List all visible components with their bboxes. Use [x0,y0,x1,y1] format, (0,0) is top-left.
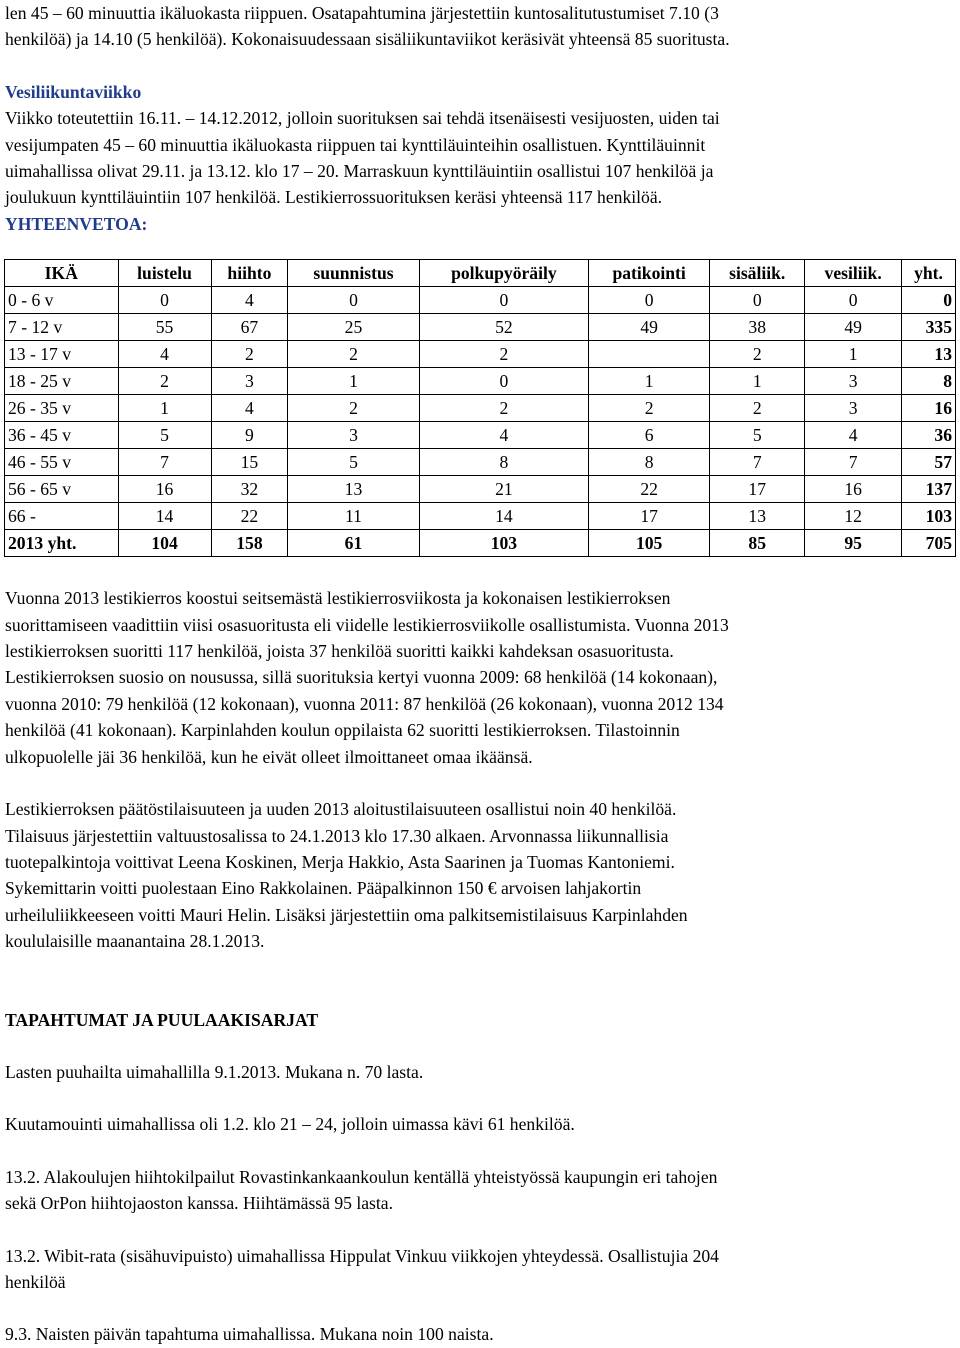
age-cell: 18 - 25 v [5,368,119,395]
spacer [5,1295,951,1321]
table-row [5,476,956,503]
table-cell: 17 [710,476,805,503]
spacer [5,1138,951,1164]
statistics-table [4,259,956,557]
column-header: polkupyöräily [419,260,589,287]
table-cell: 12 [805,503,902,530]
event-item: 13.2. Wibit-rata (sisähuvipuisto) uimahallissa Hippulat Vinkuu viikkojen yhteydessä. Osallistujia 204 [5,1245,719,1266]
spacer [5,955,951,1007]
table-cell: 1 [589,368,710,395]
table-cell: 5 [710,422,805,449]
age-cell: 46 - 55 v [5,449,119,476]
paragraph-line: tuotepalkintoja voittivat Leena Koskinen, Merja Hakkio, Asta Saarinen ja Tuomas Kantoniemi. [5,851,675,872]
table-cell: 1 [710,368,805,395]
table-row [5,287,956,314]
table-cell: 0 [589,287,710,314]
table-cell: 5 [118,422,211,449]
section-heading-tapahtumat: TAPAHTUMAT JA PUULAAKISARJAT [5,1009,319,1030]
table-cell: 14 [118,503,211,530]
table-cell: 2 [118,368,211,395]
table-cell: 57 [901,449,955,476]
event-item: Kuutamouinti uimahallissa oli 1.2. klo 21 – 24, jolloin uimassa kävi 61 henkilöä. [5,1114,575,1135]
table-cell: 137 [901,476,955,503]
paragraph-line: Lestikierroksen suosio on nousussa, sillä suorituksia kertyi vuonna 2009: 68 henkilöä (14 kokonaan), [5,667,718,688]
paragraph-line: vuonna 2010: 79 henkilöä (12 kokonaan), vuonna 2011: 87 henkilöä (26 kokonaan), vuonna 2012 134 [5,693,724,714]
table-cell: 0 [419,368,589,395]
column-header: luistelu [118,260,211,287]
event-item: 13.2. Alakoulujen hiihtokilpailut Rovastinkankaankoulun kentällä yhteistyössä kaupungin eri tahojen [5,1166,718,1187]
event-item: henkilöä [5,1271,66,1292]
table-row [5,449,956,476]
table-cell: 52 [419,314,589,341]
table-cell: 13 [288,476,419,503]
table-cell: 2 [589,395,710,422]
age-cell: 7 - 12 v [5,314,119,341]
table-cell: 16 [118,476,211,503]
age-cell: 13 - 17 v [5,341,119,368]
table-cell: 8 [419,449,589,476]
table-cell: 4 [118,341,211,368]
table-cell: 3 [805,368,902,395]
table-cell: 1 [288,368,419,395]
paragraph-line: ulkopuolelle jäi 36 henkilöä, kun he eivät olleet ilmoittaneet omaa ikäänsä. [5,746,533,767]
spacer [5,1085,951,1111]
table-cell: 103 [901,503,955,530]
table-cell: 3 [805,395,902,422]
table-cell: 104 [118,530,211,557]
paragraph-line: suorittamiseen vaadittiin viisi osasuoritusta eli viidelle lestikierrosviikolle osallistumista. Vuonna 2013 [5,614,729,635]
table-cell: 8 [589,449,710,476]
table-cell: 85 [710,530,805,557]
table-cell: 36 [901,422,955,449]
table-cell: 38 [710,314,805,341]
table-cell: 55 [118,314,211,341]
table-cell: 95 [805,530,902,557]
table-cell: 103 [419,530,589,557]
table-cell: 4 [805,422,902,449]
event-item: sekä OrPon hiihtojaoston kanssa. Hiihtämässä 95 lasta. [5,1193,393,1214]
section-heading-vesiliikunta: Vesiliikuntaviikko [5,81,142,102]
column-header: patikointi [589,260,710,287]
table-cell: 4 [211,395,288,422]
table-cell: 16 [901,395,955,422]
table-cell: 105 [589,530,710,557]
age-cell: 36 - 45 v [5,422,119,449]
table-cell: 4 [419,422,589,449]
table-cell: 16 [805,476,902,503]
table-header-row [5,260,956,287]
column-header: vesiliik. [805,260,902,287]
table-cell [589,341,710,368]
table-row [5,395,956,422]
table-cell: 7 [710,449,805,476]
paragraph-line: uimahallissa olivat 29.11. ja 13.12. klo 17 – 20. Marraskuun kynttiläuintiin osallistui 107 henkilöä ja [5,161,714,182]
paragraph-line: Viikko toteutettiin 16.11. – 14.12.2012, jolloin suorituksen sai tehdä itsenäisesti vesijuosten, uiden tai [5,108,720,129]
table-cell: 1 [118,395,211,422]
table-cell: 1 [805,341,902,368]
table-cell: 17 [589,503,710,530]
column-header: hiihto [211,260,288,287]
table-row [5,422,956,449]
table-cell: 61 [288,530,419,557]
table-cell: 22 [589,476,710,503]
table-cell: 14 [419,503,589,530]
table-cell: 2 [288,341,419,368]
paragraph-line: Vuonna 2013 lestikierros koostui seitsemästä lestikierrosviikosta ja kokonaisen lestikierroksen [5,588,671,609]
table-cell: 2 [211,341,288,368]
table-cell: 4 [211,287,288,314]
table-row [5,341,956,368]
table-body [5,287,956,557]
paragraph-line: vesijumpaten 45 – 60 minuuttia ikäluokasta riippuen tai kynttiläuinteihin osallistuen. Kynttiläuinnit [5,134,706,155]
table-cell: 22 [211,503,288,530]
table-cell: 5 [288,449,419,476]
table-cell: 158 [211,530,288,557]
table-cell: 9 [211,422,288,449]
table-cell: 2 [710,395,805,422]
intro-line: henkilöä) ja 14.10 (5 henkilöä). Kokonaisuudessaan sisäliikuntaviikot keräsivät yhteensä 85 suoritusta. [5,29,730,50]
column-header: IKÄ [5,260,119,287]
paragraph-line: koululaisille maanantaina 28.1.2013. [5,931,265,952]
table-cell: 0 [288,287,419,314]
age-cell: 56 - 65 v [5,476,119,503]
intro-line: len 45 – 60 minuuttia ikäluokasta riippuen. Osatapahtumina järjestettiin kuntosalitutustumiset 7.10 (3 [5,3,719,23]
age-cell: 66 - [5,503,119,530]
table-cell: 0 [710,287,805,314]
paragraph-line: Sykemittarin voitti puolestaan Eino Rakkolainen. Pääpalkinnon 150 € arvoisen lahjakortin [5,878,642,899]
table-cell: 11 [288,503,419,530]
table-row [5,314,956,341]
table-cell: 705 [901,530,955,557]
summary-heading: YHTEENVETOA: [5,213,148,234]
table-cell: 6 [589,422,710,449]
table-cell: 0 [805,287,902,314]
table-cell: 7 [805,449,902,476]
table-cell: 2 [288,395,419,422]
spacer [5,557,951,585]
age-cell: 0 - 6 v [5,287,119,314]
spacer [5,237,951,259]
column-header: sisäliik. [710,260,805,287]
spacer [5,1217,951,1243]
table-row [5,503,956,530]
spacer [5,1033,951,1059]
table-cell: 67 [211,314,288,341]
table-cell: 2 [419,395,589,422]
paragraph-line: Lestikierroksen päätöstilaisuuteen ja uuden 2013 aloitustilaisuuteen osallistui noin 40 henkilöä. [5,799,677,820]
paragraph-line: Tilaisuus järjestettiin valtuustosalissa to 24.1.2013 klo 17.30 alkaen. Arvonnassa liikunnallisia [5,825,669,846]
table-cell: 49 [589,314,710,341]
table-cell: 13 [710,503,805,530]
event-item: 9.3. Naisten päivän tapahtuma uimahallissa. Mukana noin 100 naista. [5,1324,494,1345]
table-cell: 0 [419,287,589,314]
table-cell: 335 [901,314,955,341]
paragraph-line: joulukuun kynttiläuintiin 107 henkilöä. Lestikierrossuorituksen keräsi yhteensä 117 henkilöä. [5,187,663,208]
table-cell: 3 [211,368,288,395]
spacer [5,53,951,79]
column-header: yht. [901,260,955,287]
table-cell: 2 [710,341,805,368]
table-cell: 13 [901,341,955,368]
age-cell: 2013 yht. [5,530,119,557]
table-row [5,530,956,557]
paragraph-line: urheiluliikkeeseen voitti Mauri Helin. Lisäksi järjestettiin oma palkitsemistilaisuus Karpinlahden [5,904,688,925]
event-item: Lasten puuhailta uimahallilla 9.1.2013. Mukana n. 70 lasta. [5,1061,424,1082]
table-cell: 3 [288,422,419,449]
table-cell: 2 [419,341,589,368]
table-cell: 0 [901,287,955,314]
table-cell: 15 [211,449,288,476]
table-cell: 0 [118,287,211,314]
table-cell: 21 [419,476,589,503]
table-cell: 7 [118,449,211,476]
paragraph-line: lestikierroksen suoritti 117 henkilöä, joista 37 henkilöä suoritti kaikki kahdeksan osasuoritusta. [5,641,674,662]
table-cell: 8 [901,368,955,395]
table-cell: 32 [211,476,288,503]
table-row [5,368,956,395]
table-cell: 25 [288,314,419,341]
table-cell: 49 [805,314,902,341]
column-header: suunnistus [288,260,419,287]
paragraph-line: henkilöä (41 kokonaan). Karpinlahden koulun oppilaista 62 suoritti lestikierroksen. Tilastoinnin [5,720,680,741]
document-page [5,0,951,1348]
spacer [5,770,951,796]
age-cell: 26 - 35 v [5,395,119,422]
